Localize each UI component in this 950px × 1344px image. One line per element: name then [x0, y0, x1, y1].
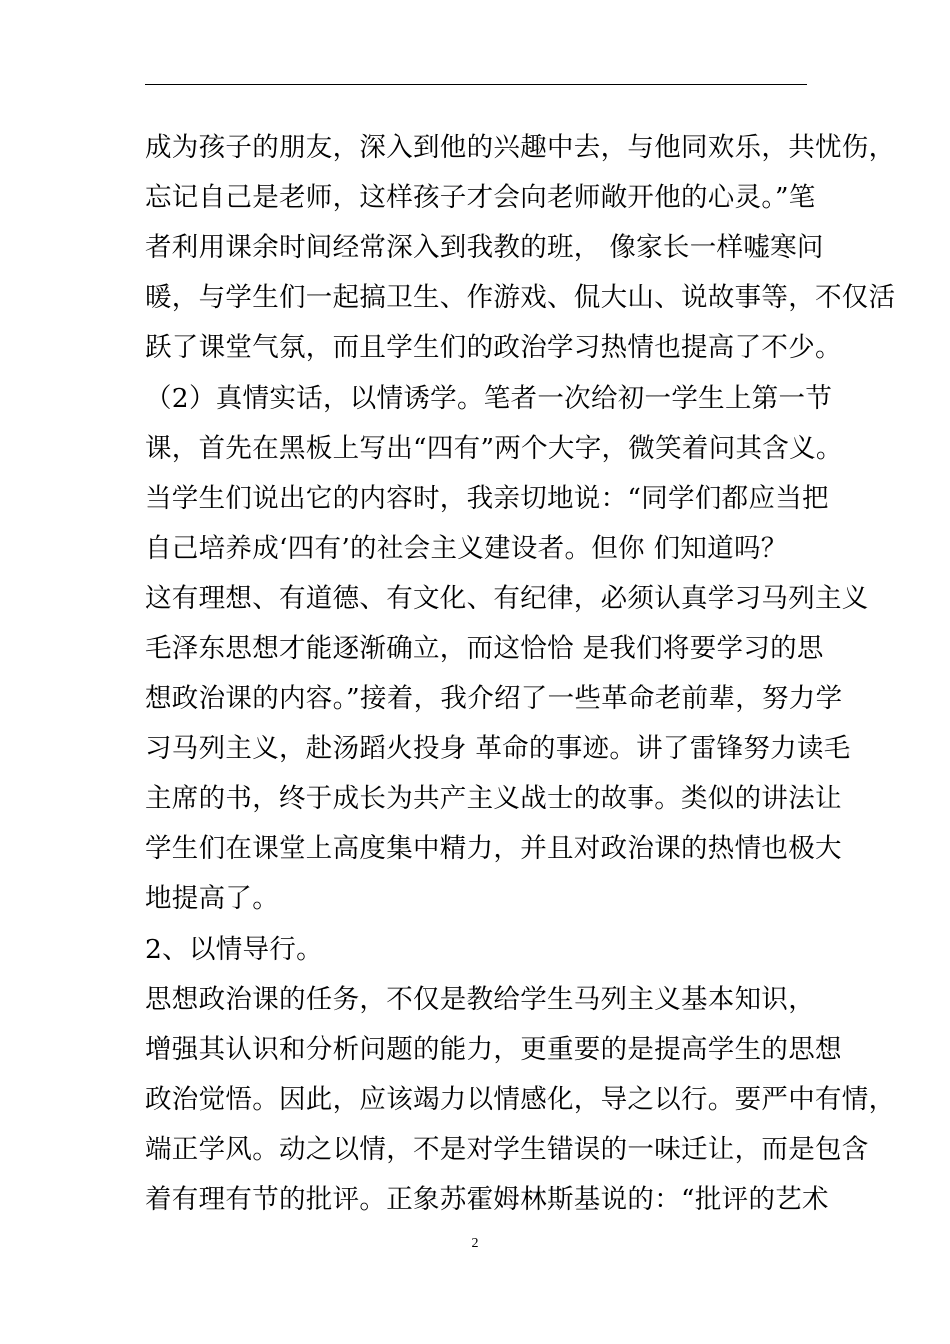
text-line: 想政治课的内容。”接着，我介绍了一些革命老前辈，努力学	[145, 683, 843, 714]
text-line: 毛泽东思想才能逐渐确立，而这恰恰 是我们将要学习的思	[145, 633, 824, 664]
text-line: 忘记自己是老师，这样孩子才会向老师敞开他的心灵。”笔	[145, 182, 816, 213]
text-line: 思想政治课的任务，不仅是教给学生马列主义基本知识，	[145, 984, 815, 1015]
text-line: 这有理想、有道德、有文化、有纪律，必须认真学习马列主义	[145, 583, 869, 614]
text-line: 自己培养成‘四有’的社会主义建设者。但你 们知道吗？	[145, 533, 788, 564]
text-line: 学生们在课堂上高度集中精力，并且对政治课的热情也极大	[145, 833, 842, 864]
text-line: 增强其认识和分析问题的能力，更重要的是提高学生的思想	[145, 1034, 842, 1065]
text-line: 课，首先在黑板上写出“四有”两个大字，微笑着问其含义。	[145, 433, 843, 464]
text-line: 主席的书，终于成长为共产主义战士的故事。类似的讲法让	[145, 783, 842, 814]
text-line: 暖，与学生们一起搞卫生、作游戏、侃大山、说故事等，不仅活	[145, 282, 896, 313]
header-rule	[145, 84, 807, 85]
page-number: 2	[471, 1236, 479, 1251]
section-heading: 2、以情导行。	[145, 934, 323, 965]
text-line: 当学生们说出它的内容时，我亲切地说：“同学们都应当把	[145, 483, 829, 514]
text-line: （2）真情实话，以情诱学。笔者一次给初一学生上第一节	[145, 383, 833, 414]
text-line: 者利用课余时间经常深入到我教的班， 像家长一样嘘寒问	[145, 232, 824, 263]
text-line: 跃了课堂气氛，而且学生们的政治学习热情也提高了不少。	[145, 332, 842, 363]
text-line: 端正学风。动之以情，不是对学生错误的一味迁让，而是包含	[145, 1134, 869, 1165]
text-line: 习马列主义，赴汤蹈火投身 革命的事迹。讲了雷锋努力读毛	[145, 733, 851, 764]
text-line: 着有理有节的批评。正象苏霍姆林斯基说的：“批评的艺术	[145, 1184, 829, 1215]
text-line: 成为孩子的朋友，深入到他的兴趣中去，与他同欢乐，共忧伤，	[145, 132, 896, 163]
text-line: 地提高了。	[145, 883, 279, 914]
text-line: 政治觉悟。因此，应该竭力以情感化，导之以行。要严中有情，	[145, 1084, 896, 1115]
